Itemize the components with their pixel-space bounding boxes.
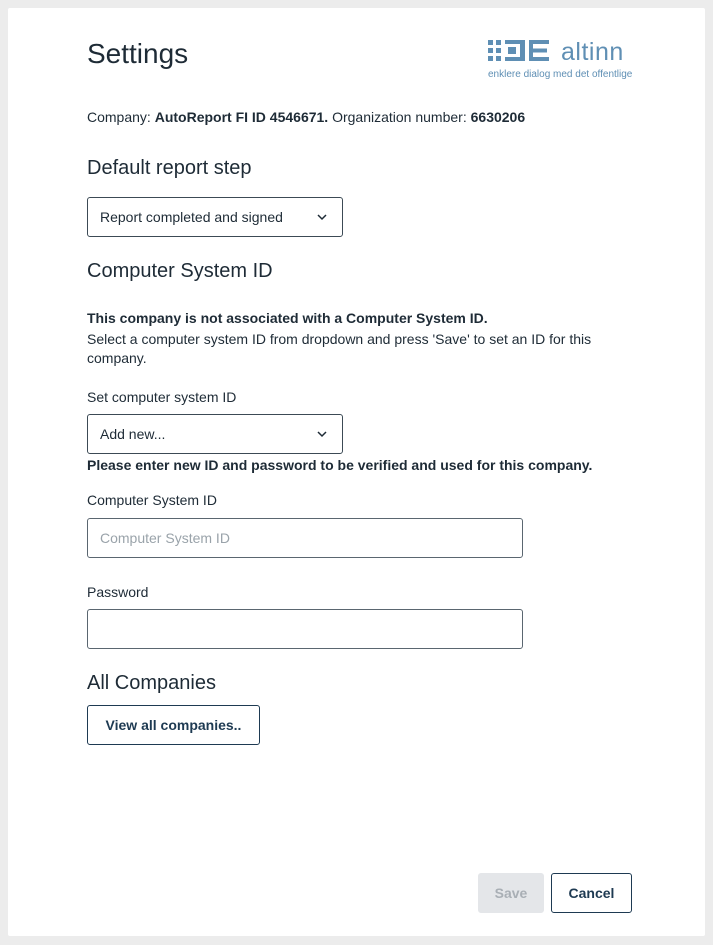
- altinn-logo-tagline: enklere dialog med det offentlige: [488, 69, 633, 80]
- chevron-down-icon: [314, 209, 330, 225]
- default-report-step-select[interactable]: [87, 197, 343, 237]
- computer-system-select-value: Add new...: [100, 426, 166, 442]
- company-prefix: Company:: [87, 109, 151, 125]
- computer-system-status: This company is not associated with a Computer System ID.: [87, 310, 488, 326]
- computer-system-id-input[interactable]: [87, 518, 523, 558]
- org-number-label: Organization number:: [332, 109, 467, 125]
- company-name: AutoReport FI ID 4546671.: [154, 109, 329, 125]
- cancel-button[interactable]: Cancel: [551, 873, 632, 913]
- password-label: Password: [87, 584, 149, 600]
- view-all-companies-button[interactable]: View all companies..: [87, 705, 260, 745]
- set-computer-system-label: Set computer system ID: [87, 389, 237, 405]
- page-title: Settings: [87, 38, 189, 69]
- computer-system-id-label: Computer System ID: [87, 492, 217, 508]
- password-input[interactable]: [87, 609, 523, 649]
- org-number: 6630206: [470, 109, 526, 125]
- computer-system-instructions: Select a computer system ID from dropdown and press 'Save' to set an ID for this company.: [87, 331, 592, 366]
- computer-system-heading: Computer System ID: [87, 260, 273, 282]
- computer-system-select[interactable]: [87, 414, 343, 454]
- altinn-logo-icon: [488, 40, 550, 64]
- default-report-step-value: Report completed and signed: [100, 209, 283, 225]
- chevron-down-icon: [314, 426, 330, 442]
- all-companies-heading: All Companies: [87, 672, 216, 694]
- altinn-logo: [488, 38, 634, 82]
- settings-panel: [8, 8, 705, 936]
- save-button[interactable]: Save: [478, 873, 544, 913]
- default-report-step-heading: Default report step: [87, 157, 252, 179]
- altinn-logo-word: altinn: [561, 38, 624, 66]
- new-id-note: Please enter new ID and password to be verified and used for this company.: [87, 457, 593, 473]
- company-info: [87, 109, 525, 125]
